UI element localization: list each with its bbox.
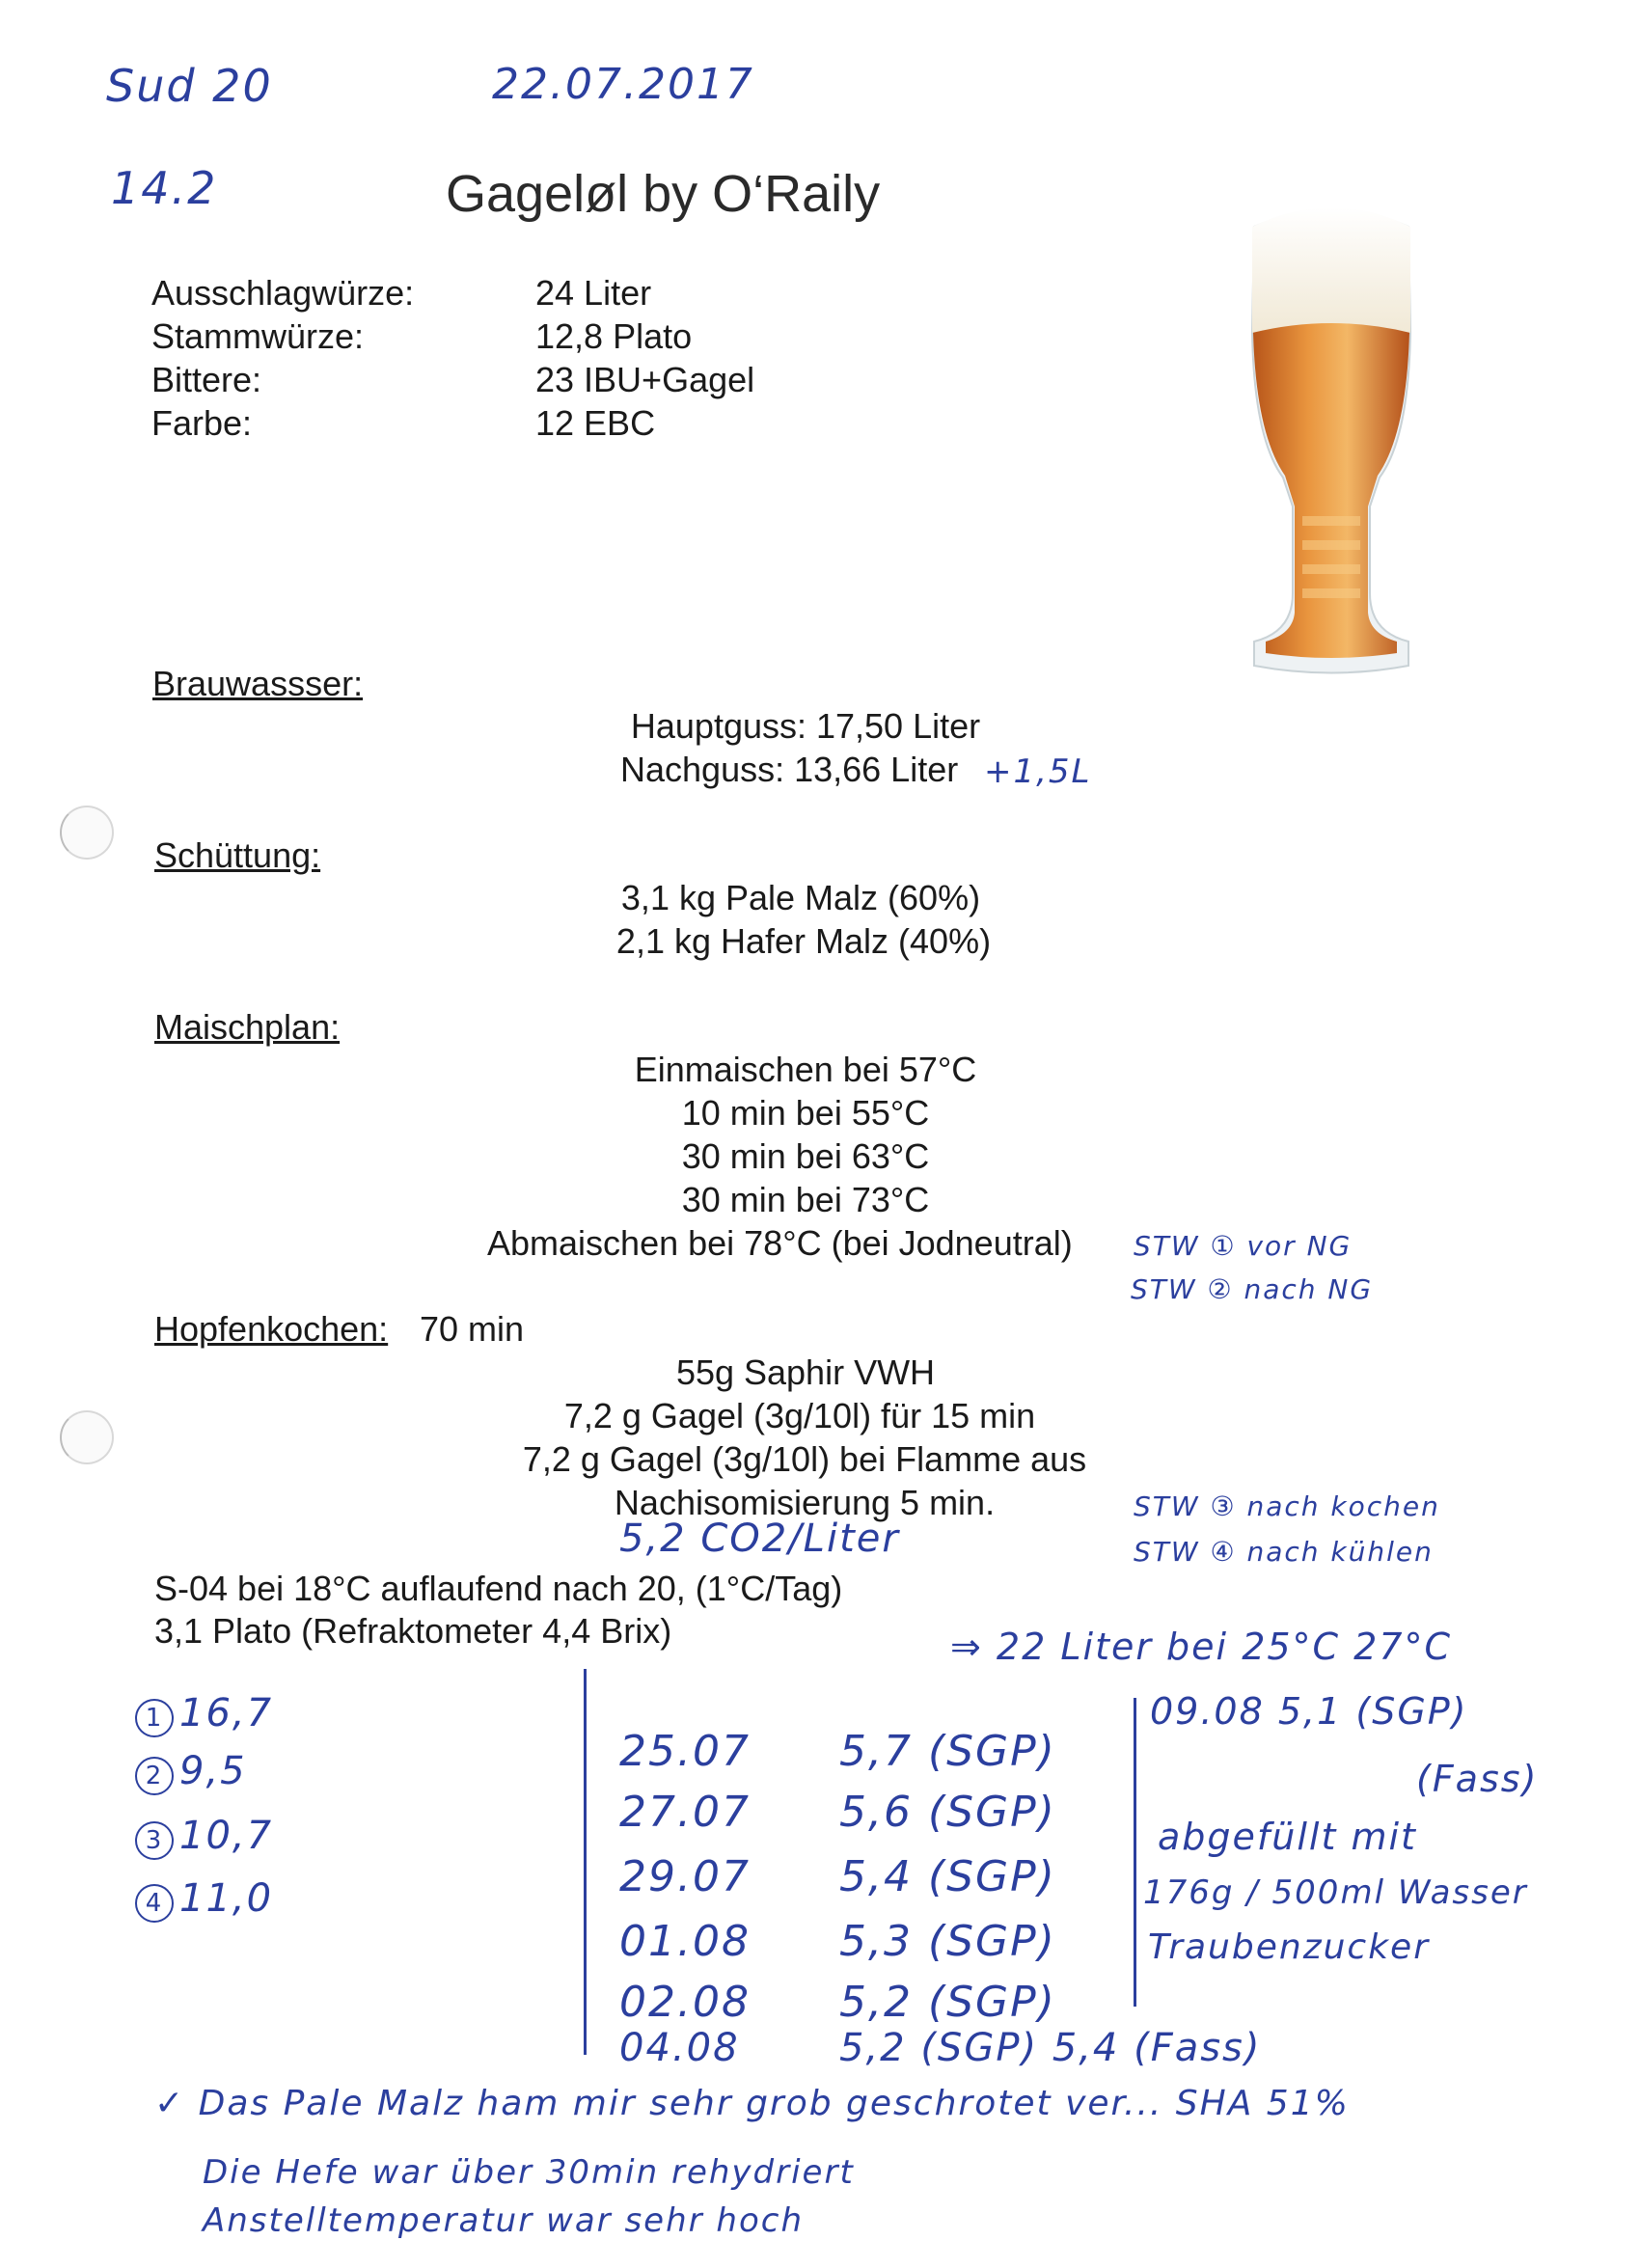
bottling-note: abgefüllt mit xyxy=(1158,1816,1417,1858)
spec-label: Stammwürze: xyxy=(151,316,365,356)
mash-step: 30 min bei 73°C xyxy=(681,1180,930,1219)
section-heading-brauwasser: Brauwassser: xyxy=(152,664,364,703)
bottling-note: (Fass) xyxy=(1416,1758,1539,1800)
spec-value: 23 IBU+Gagel xyxy=(535,360,755,399)
section-heading-maischplan: Maischplan: xyxy=(154,1007,341,1047)
measurement-date: 29.07 xyxy=(619,1852,751,1901)
stw-number: 2 xyxy=(135,1757,174,1795)
hop-line: 7,2 g Gagel (3g/10l) bei Flamme aus xyxy=(522,1439,1087,1479)
beer-glass-image xyxy=(1225,188,1437,680)
measurement-date: 04.08 xyxy=(619,2026,740,2070)
stw-reading: 16,7 xyxy=(179,1691,274,1735)
measurement-date: 25.07 xyxy=(619,1727,751,1776)
measurement-value: 5,3 (SGP) xyxy=(839,1917,1056,1966)
volume-note: ⇒ 22 Liter bei 25°C 27°C xyxy=(950,1626,1453,1668)
mash-step: 10 min bei 55°C xyxy=(681,1093,930,1133)
bottling-note: Traubenzucker xyxy=(1148,1927,1430,1967)
divider-line xyxy=(1134,1698,1136,2007)
measurement-value: 5,2 (SGP) 5,4 (Fass) xyxy=(839,2026,1262,2070)
spec-label: Ausschlagwürze: xyxy=(151,273,415,313)
spec-value: 12 EBC xyxy=(535,403,656,443)
batch-number: Sud 20 xyxy=(106,60,273,112)
spec-label: Farbe: xyxy=(151,403,253,443)
section-heading-schuettung: Schüttung: xyxy=(154,835,321,875)
stw-value xyxy=(135,1814,273,1860)
stw-number: 4 xyxy=(135,1884,174,1923)
stw-value xyxy=(135,1876,273,1923)
measurement-value: 5,4 (SGP) xyxy=(839,1852,1056,1901)
stw-note: STW ② nach NG xyxy=(1131,1273,1374,1305)
spec-label: Bittere: xyxy=(151,360,262,399)
stw-note: STW ③ nach kochen xyxy=(1134,1490,1440,1522)
stw-reading: 10,7 xyxy=(179,1814,274,1858)
section-heading-hopfenkochen: Hopfenkochen: xyxy=(154,1309,389,1349)
batch-sub: 14.2 xyxy=(111,162,218,214)
malt-line: 3,1 kg Pale Malz (60%) xyxy=(620,878,981,917)
spec-value: 12,8 Plato xyxy=(535,316,693,356)
stw-reading: 11,0 xyxy=(179,1876,274,1921)
co2-note: 5,2 CO2/Liter xyxy=(619,1517,900,1561)
mash-step: Einmaischen bei 57°C xyxy=(634,1050,977,1089)
stw-value xyxy=(135,1691,273,1737)
measurement-date: 02.08 xyxy=(619,1978,751,2027)
measurement-date: 27.07 xyxy=(619,1788,751,1837)
boil-duration: 70 min xyxy=(420,1309,525,1349)
stw-note: STW ① vor NG xyxy=(1134,1230,1353,1262)
stw-number: 3 xyxy=(135,1821,174,1860)
stw-value xyxy=(135,1749,247,1795)
brew-date: 22.07.2017 xyxy=(492,60,754,109)
punch-hole xyxy=(60,806,114,860)
bottling-note: 176g / 500ml Wasser xyxy=(1143,1873,1528,1912)
malt-line: 2,1 kg Hafer Malz (40%) xyxy=(615,921,992,961)
measurement-value: 5,6 (SGP) xyxy=(839,1788,1056,1837)
final-gravity-line: 3,1 Plato (Refraktometer 4,4 Brix) xyxy=(154,1611,672,1651)
bottling-note: 09.08 5,1 (SGP) xyxy=(1150,1690,1468,1733)
punch-hole xyxy=(60,1410,114,1464)
measurement-date: 01.08 xyxy=(619,1917,751,1966)
stw-number: 1 xyxy=(135,1699,174,1737)
mash-step: 30 min bei 63°C xyxy=(681,1136,930,1176)
measurement-value: 5,2 (SGP) xyxy=(839,1978,1056,2027)
spec-value: 24 Liter xyxy=(535,273,652,313)
measurement-value: 5,7 (SGP) xyxy=(839,1727,1056,1776)
recipe-title: Gageløl by O‘Raily xyxy=(446,165,881,223)
stw-reading: 9,5 xyxy=(179,1749,247,1793)
footer-note: Anstelltemperatur war sehr hoch xyxy=(203,2201,804,2240)
nachguss-addition: +1,5L xyxy=(984,752,1092,791)
mash-step: Abmaischen bei 78°C (bei Jodneutral) xyxy=(487,1223,1073,1263)
footer-note: ✓ Das Pale Malz ham mir sehr grob geschrotet ver... SHA 51% xyxy=(154,2084,1350,2123)
hop-line: Nachisomisierung 5 min. xyxy=(614,1483,996,1522)
footer-note: Die Hefe war über 30min rehydriert xyxy=(203,2153,855,2192)
nachguss-line: Nachguss: 13,66 Liter xyxy=(620,750,959,789)
divider-line xyxy=(584,1669,587,2055)
stw-note: STW ④ nach kühlen xyxy=(1134,1536,1434,1568)
hop-line: 55g Saphir VWH xyxy=(675,1353,936,1392)
hauptguss-line: Hauptguss: 17,50 Liter xyxy=(630,706,981,746)
yeast-line: S-04 bei 18°C auflaufend nach 20, (1°C/Tag) xyxy=(154,1569,843,1608)
hop-line: 7,2 g Gagel (3g/10l) für 15 min xyxy=(563,1396,1036,1435)
